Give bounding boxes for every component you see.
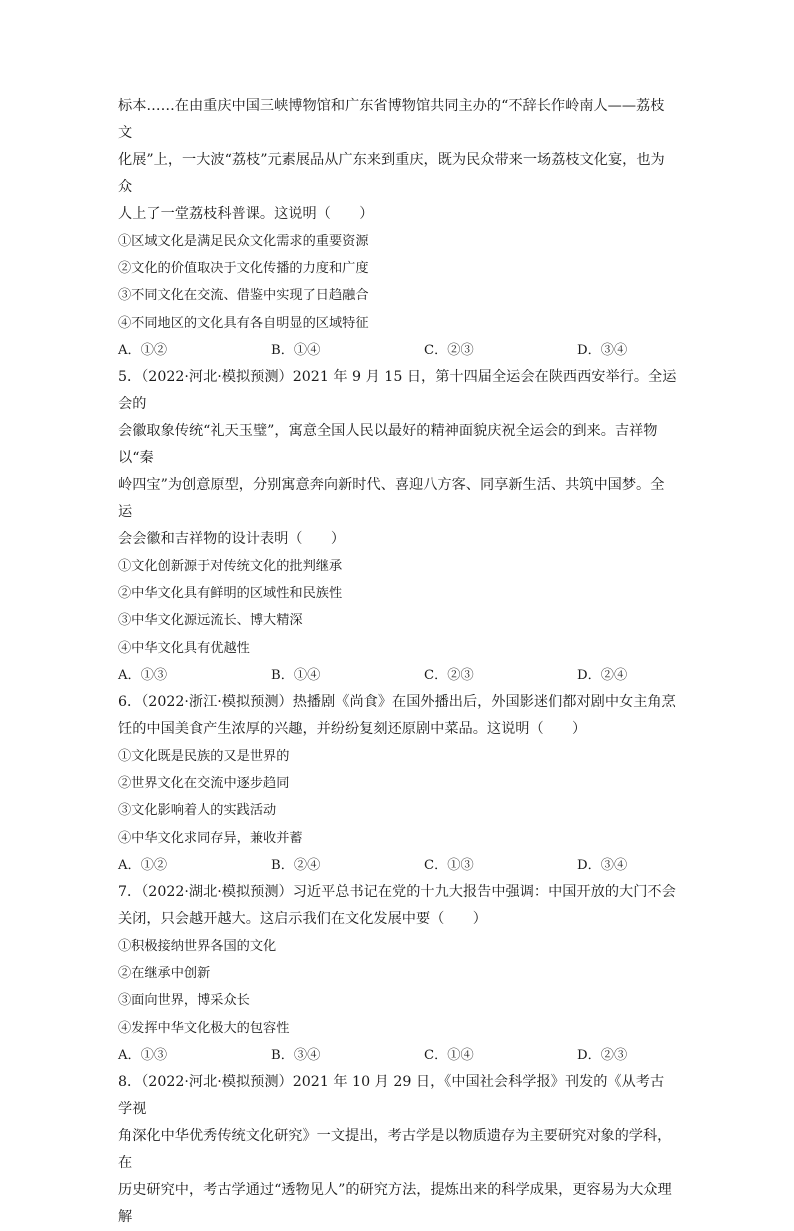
answer-choices bbox=[118, 1042, 678, 1069]
choice-d: D．③④ bbox=[577, 342, 628, 358]
statement-option: ②世界文化在交流中逐步趋同 bbox=[118, 776, 290, 792]
statement-option: ①文化创新源于对传统文化的批判继承 bbox=[118, 559, 343, 575]
statement-option: ④发挥中华文化极大的包容性 bbox=[118, 1020, 290, 1036]
question-stem-line: 5．（2022·河北·模拟预测）2021 年 9 月 15 日，第十四届全运会在陕西西安举行。全运会的 bbox=[118, 369, 677, 413]
question-stem-line: 历史研究中，考古学通过“透物见人”的研究方法，提炼出来的科学成果，更容易为大众理解 bbox=[118, 1182, 672, 1226]
choice-b: B．①④ bbox=[271, 342, 321, 358]
question-stem-line: 饪的中国美食产生浓厚的兴趣，并纷纷复刻还原剧中菜品。这说明（ ） bbox=[118, 721, 587, 738]
statement-option: ④不同地区的文化具有各自明显的区域特征 bbox=[118, 315, 369, 331]
question-stem-line: 7．（2022·湖北·模拟预测）习近平总书记在党的十九大报告中强调：中国开放的大门不会 bbox=[118, 884, 676, 901]
statement-option: ④中华文化求同存异，兼收并蓄 bbox=[118, 830, 303, 846]
question-stem-line: 8．（2022·河北·模拟预测）2021 年 10 月 29 日，《中国社会科学报》刊发的《从考古学视 bbox=[118, 1074, 665, 1118]
statement-option: ②文化的价值取决于文化传播的力度和广度 bbox=[118, 261, 369, 277]
choice-c: C．①③ bbox=[424, 857, 474, 873]
question-6 bbox=[118, 689, 678, 879]
statement-option: ①积极接纳世界各国的文化 bbox=[118, 939, 277, 955]
question-stem-line: 关闭，只会越开越大。这启示我们在文化发展中要（ ） bbox=[118, 911, 487, 928]
choice-a: A．①③ bbox=[118, 1047, 168, 1063]
statement-option: ③文化影响着人的实践活动 bbox=[118, 803, 277, 819]
choice-b: B．①④ bbox=[271, 667, 321, 683]
statement-option: ②在继承中创新 bbox=[118, 966, 211, 982]
answer-choices bbox=[118, 662, 678, 689]
choice-c: C．②③ bbox=[424, 342, 474, 358]
question-8 bbox=[118, 1069, 678, 1231]
question-stem-line: 人上了一堂荔枝科普课。这说明（ ） bbox=[118, 206, 374, 222]
choice-a: A．①② bbox=[118, 857, 168, 873]
question-stem-line: 角深化中华优秀传统文化研究》一文提出，考古学是以物质遗存为主要研究对象的学科，在 bbox=[118, 1128, 672, 1172]
statement-option: ③中华文化源远流长、博大精深 bbox=[118, 613, 303, 629]
question-stem-line: 会徽取象传统“礼天玉璧”，寓意全国人民以最好的精神面貌庆祝全运会的到来。吉祥物以“秦 bbox=[118, 423, 658, 467]
page-content bbox=[118, 93, 678, 1231]
choice-c: C．②③ bbox=[424, 667, 474, 683]
choice-d: D．②④ bbox=[577, 667, 628, 683]
choice-d: D．②③ bbox=[577, 1047, 628, 1063]
question-7 bbox=[118, 879, 678, 1069]
statement-option: ①文化既是民族的又是世界的 bbox=[118, 749, 290, 765]
choice-d: D．③④ bbox=[577, 857, 628, 873]
answer-choices bbox=[118, 337, 678, 364]
question-stem-line: 岭四宝”为创意原型，分别寓意奔向新时代、喜迎八方客、同享新生活、共筑中国梦。全运 bbox=[118, 477, 665, 521]
question-stem-line: 化展”上，一大波“荔枝”元素展品从广东来到重庆，既为民众带来一场荔枝文化宴，也为众 bbox=[118, 152, 665, 195]
question-stem-line: 会会徽和吉祥物的设计表明（ ） bbox=[118, 531, 346, 548]
choice-b: B．②④ bbox=[271, 857, 321, 873]
question-5 bbox=[118, 364, 678, 689]
statement-option: ③不同文化在交流、借鉴中实现了日趋融合 bbox=[118, 288, 369, 304]
choice-c: C．①④ bbox=[424, 1047, 474, 1063]
choice-a: A．①② bbox=[118, 342, 168, 358]
question-stem-line: 6．（2022·浙江·模拟预测）热播剧《尚食》在国外播出后，外国影迷们都对剧中女主角烹 bbox=[118, 694, 676, 711]
statement-option: ③面向世界，博采众长 bbox=[118, 993, 250, 1009]
choice-a: A．①③ bbox=[118, 667, 168, 683]
question-4 bbox=[118, 93, 678, 364]
statement-option: ④中华文化具有优越性 bbox=[118, 640, 250, 656]
choice-b: B．③④ bbox=[271, 1047, 321, 1063]
statement-option: ①区域文化是满足民众文化需求的重要资源 bbox=[118, 234, 369, 249]
statement-option: ②中华文化具有鲜明的区域性和民族性 bbox=[118, 586, 343, 602]
answer-choices bbox=[118, 852, 678, 879]
question-stem-line: 标本……在由重庆中国三峡博物馆和广东省博物馆共同主办的“不辞长作岭南人——荔枝文 bbox=[118, 98, 665, 141]
